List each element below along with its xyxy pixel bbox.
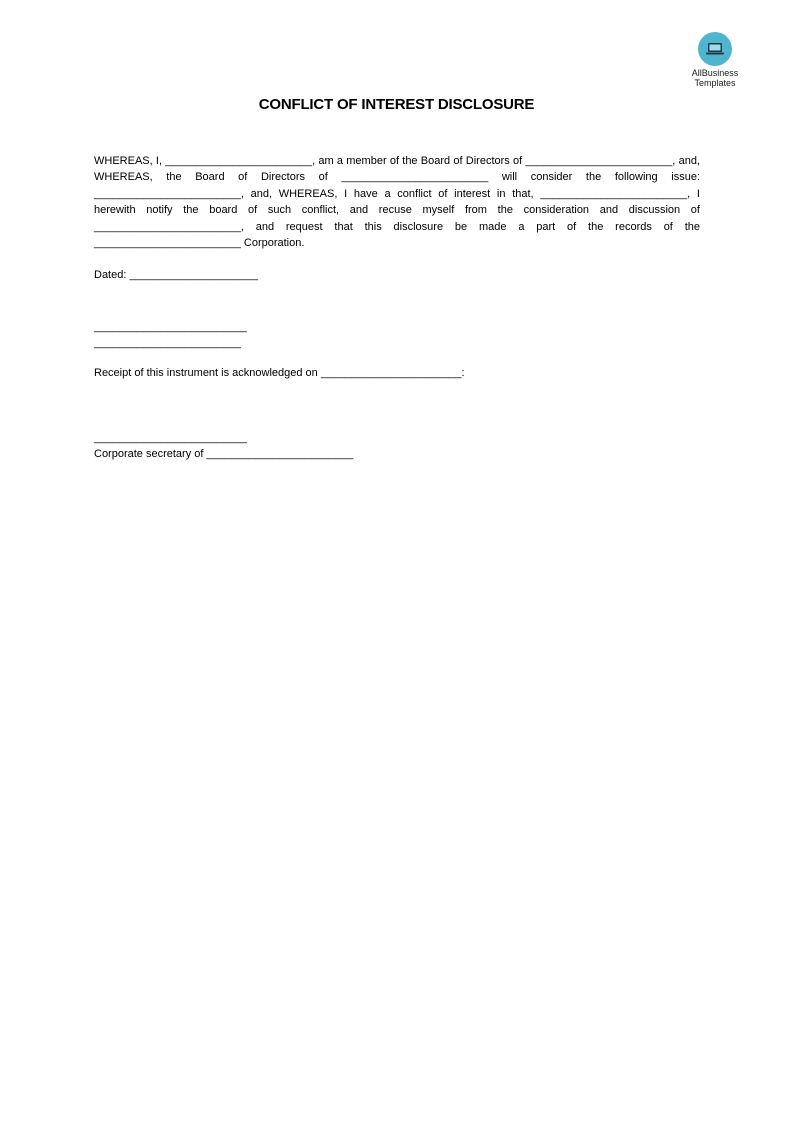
logo-text-line2: Templates	[694, 78, 736, 88]
dated-line: Dated: _____________________	[94, 269, 258, 281]
secretary-signature-line: _________________________	[94, 432, 247, 444]
signature-line-2: ________________________	[94, 337, 241, 349]
allbusiness-logo	[686, 32, 744, 88]
logo-text-line1: AllBusiness	[691, 68, 739, 78]
receipt-acknowledgement: Receipt of this instrument is acknowledged on _______________________:	[94, 367, 465, 379]
laptop-icon	[698, 32, 732, 66]
whereas-paragraph: WHEREAS, I, ________________________, am a member of the Board of Directors of ________________________, and, WHEREAS, the Board of Directors of ________________________ will consider the following issue: ________________________, and, WHEREAS, I have a conflict of interest in that, ________________________, I herewith notify the board of such conflict, and recuse myself from the consideration and discussion of ________________________, and request that this disclosure be made a part of the records of the ________________________ Corporation.	[94, 155, 700, 250]
document-title: CONFLICT OF INTEREST DISCLOSURE	[258, 96, 535, 113]
signature-line-1: _________________________	[94, 321, 247, 333]
secretary-label: Corporate secretary of ________________________	[94, 448, 354, 460]
